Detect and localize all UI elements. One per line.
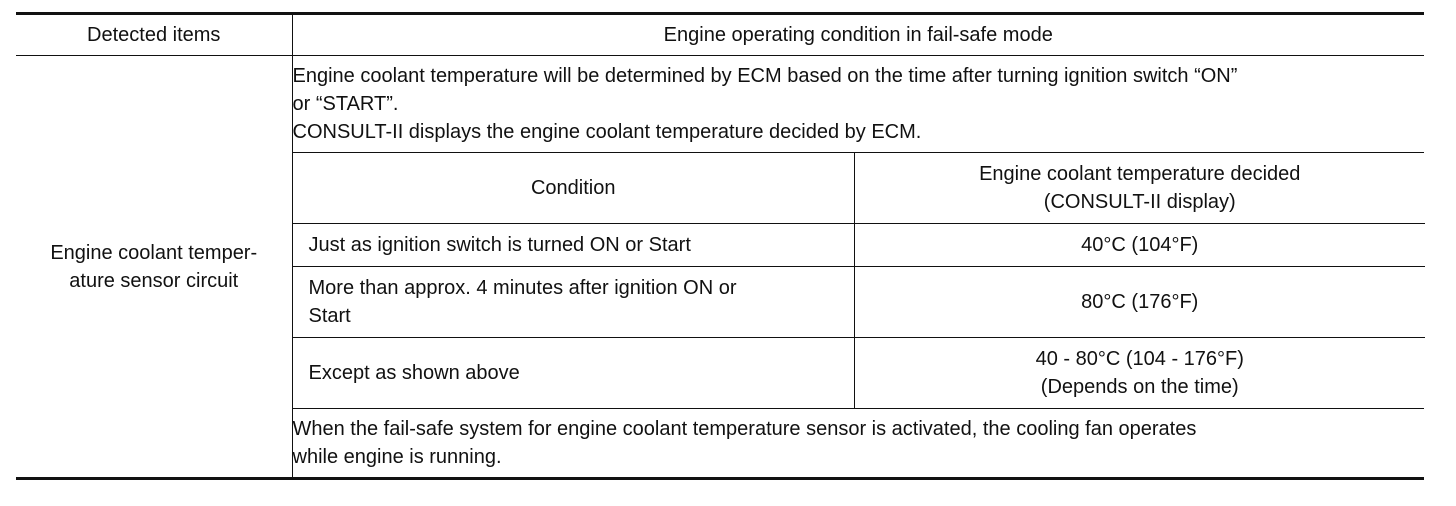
note-line-2: while engine is running. [292, 446, 502, 468]
table-row [293, 267, 1425, 338]
header-detected-items: Detected items [16, 14, 292, 56]
description-line-1: Engine coolant temperature will be determined by ECM based on the time after turning ignition switch “ON” [292, 65, 1238, 87]
detected-item-line-1: Engine coolant temper- [50, 241, 258, 264]
detected-item-cell [16, 56, 292, 479]
condition-line: More than approx. 4 minutes after ignition ON or [308, 277, 737, 299]
header-row [16, 14, 1424, 56]
table-row [293, 224, 1425, 267]
fail-safe-table [16, 12, 1424, 480]
condition-cell [293, 224, 855, 267]
condition-line: Just as ignition switch is turned ON or Start [308, 234, 691, 256]
description-cell [292, 56, 1424, 153]
fail-safe-table-container [16, 12, 1424, 480]
detected-item-line-2: ature sensor circuit [69, 269, 239, 292]
condition-line: Except as shown above [308, 362, 520, 384]
condition-table [293, 153, 1425, 408]
condition-table-cell [292, 153, 1424, 409]
temp-cell [855, 267, 1425, 338]
temp-line: 80°C (176°F) [1081, 291, 1199, 313]
temp-cell [855, 338, 1425, 409]
condition-table-header [293, 153, 1425, 224]
condition-cell [293, 267, 855, 338]
header-engine-operating-condition: Engine operating condition in fail-safe mode [292, 14, 1424, 56]
temp-line: 40°C (104°F) [1081, 234, 1199, 256]
description-line-2: or “START”. [292, 93, 399, 115]
condition-line: Start [308, 305, 351, 327]
table-row [293, 338, 1425, 409]
header-condition: Condition [293, 153, 855, 224]
description-line-3: CONSULT-II displays the engine coolant temperature decided by ECM. [292, 121, 922, 143]
temp-cell [855, 224, 1425, 267]
note-line-1: When the fail-safe system for engine coolant temperature sensor is activated, the cooling fan operates [292, 418, 1197, 440]
header-temp-line-2: (CONSULT-II display) [1043, 191, 1236, 213]
description-row [16, 56, 1424, 153]
temp-line: (Depends on the time) [1040, 376, 1239, 398]
condition-cell [293, 338, 855, 409]
header-temp-decided [855, 153, 1425, 224]
temp-line: 40 - 80°C (104 - 176°F) [1035, 348, 1244, 370]
header-temp-line-1: Engine coolant temperature decided [979, 163, 1301, 185]
note-cell [292, 409, 1424, 479]
